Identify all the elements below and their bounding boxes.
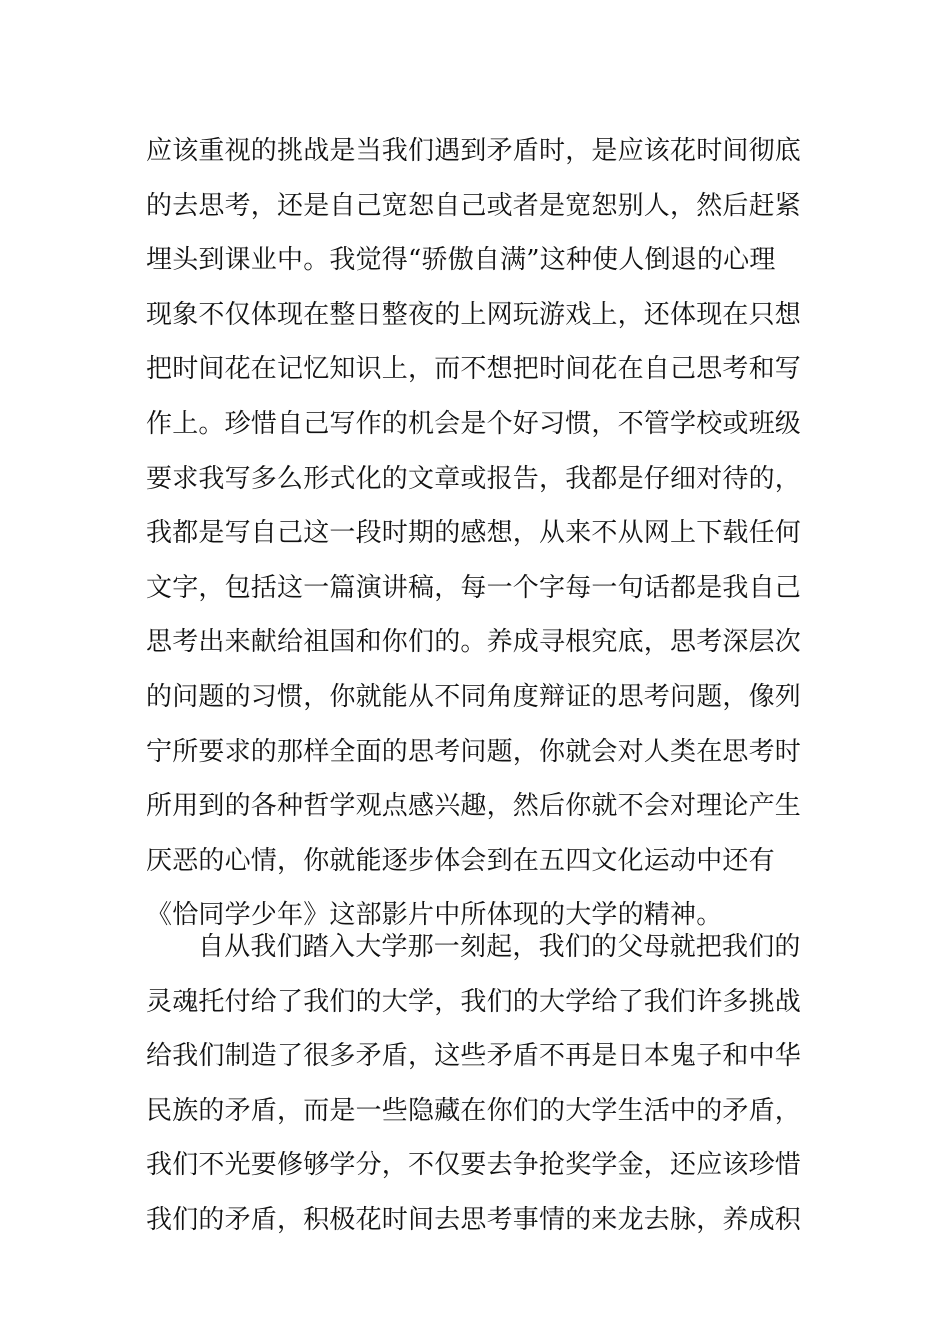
text-line: 现象不仅体现在整日整夜的上网玩游戏上，还体现在只想 [146,299,802,330]
text-line: 埋头到课业中。我觉得“骄傲自满”这种使人倒退的心理 [146,245,776,276]
text-line: 给我们制造了很多矛盾，这些矛盾不再是日本鬼子和中华 [146,1041,802,1072]
text-line-indented: 自从我们踏入大学那一刻起，我们的父母就把我们的 [198,932,801,962]
text-line: 民族的矛盾，而是一些隐藏在你们的大学生活中的矛盾， [146,1095,802,1126]
text-line: 我们不光要修够学分，不仅要去争抢奖学金，还应该珍惜 [146,1150,802,1181]
text-line: 把时间花在记忆知识上，而不想把时间花在自己思考和写 [146,354,802,385]
body-paragraph-2 [146,920,806,1248]
text-line: 我们的矛盾，积极花时间去思考事情的来龙去脉，养成积 [146,1204,802,1235]
text-line: 思考出来献给祖国和你们的。养成寻根究底，思考深层次 [146,627,802,658]
text-line: 作上。珍惜自己写作的机会是个好习惯，不管学校或班级 [146,408,802,439]
text-line: 厌恶的心情，你就能逐步体会到在五四文化运动中还有 [146,845,775,876]
text-line: 我都是写自己这一段时期的感想，从来不从网上下载任何 [146,518,802,549]
text-line: 应该重视的挑战是当我们遇到矛盾时，是应该花时间彻底 [146,136,802,166]
text-line: 文字，包括这一篇演讲稿，每一个字每一句话都是我自己 [146,572,802,603]
text-line: 所用到的各种哲学观点感兴趣，然后你就不会对理论产生 [146,791,802,822]
text-line: 的问题的习惯，你就能从不同角度辩证的思考问题，像列 [146,681,802,712]
text-line: 的去思考，还是自己宽恕自己或者是宽恕别人，然后赶紧 [146,190,802,221]
text-line: 要求我写多么形式化的文章或报告，我都是仔细对待的， [146,463,802,494]
text-line: 《恰同学少年》这部影片中所体现的大学的精神。 [146,900,723,931]
text-line: 宁所要求的那样全面的思考问题，你就会对人类在思考时 [146,736,802,767]
body-paragraph-1 [146,124,806,943]
text-line: 灵魂托付给了我们的大学，我们的大学给了我们许多挑战 [146,986,802,1017]
